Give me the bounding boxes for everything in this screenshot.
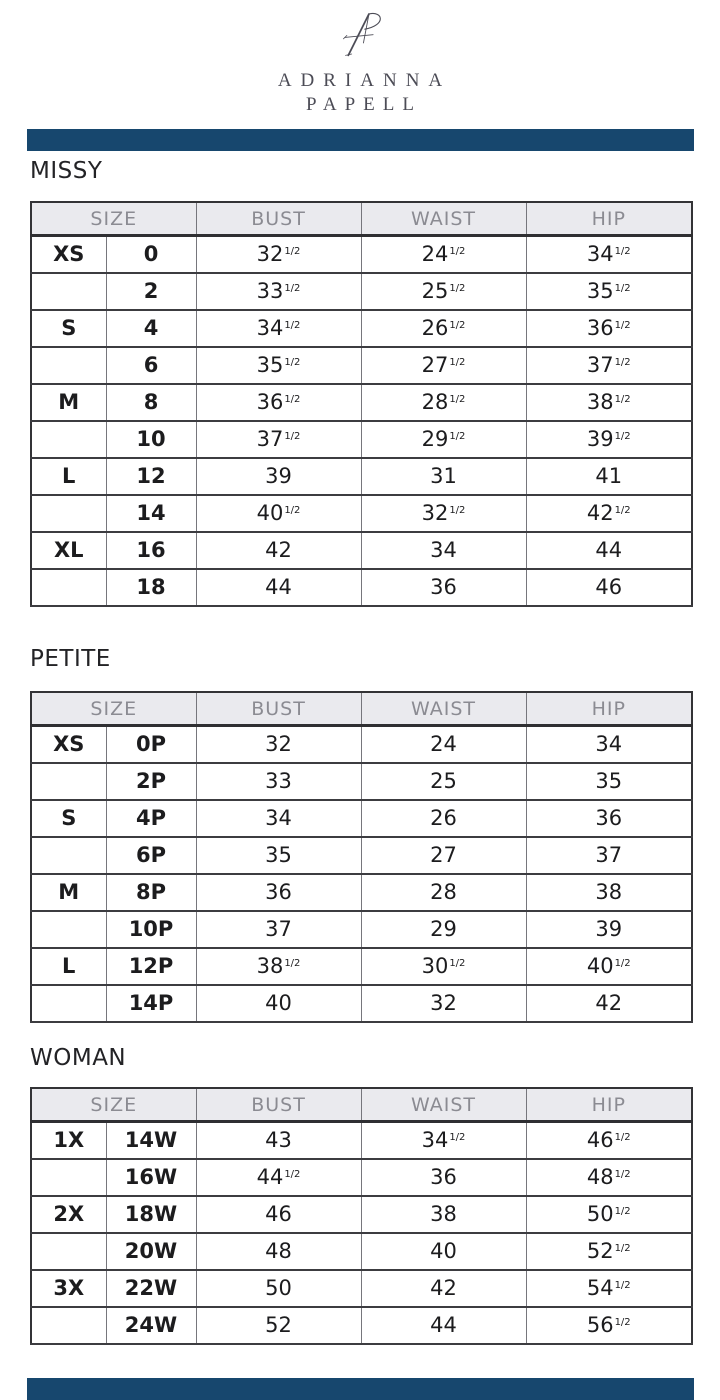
- table-row: [31, 1122, 692, 1160]
- size-cell: 10P: [106, 911, 196, 948]
- size-cell: 0: [106, 236, 196, 274]
- waist-column-header: WAIST: [361, 202, 526, 236]
- brand-name-line1: ADRIANNA: [277, 70, 452, 91]
- bust-cell: 32: [196, 726, 361, 764]
- size-cell: 16W: [106, 1159, 196, 1196]
- half-fraction: 1/2: [614, 431, 631, 442]
- half-fraction: 1/2: [449, 958, 466, 969]
- half-fraction: 1/2: [449, 394, 466, 405]
- petite-section-title: PETITE: [30, 646, 111, 672]
- half-fraction: 1/2: [614, 1169, 631, 1180]
- waist-cell: $29^{1/2}$: [361, 421, 526, 458]
- bust-cell: 33: [196, 763, 361, 800]
- size-cell: 18: [106, 569, 196, 606]
- size-cell: 4P: [106, 800, 196, 837]
- size-group-cell: [31, 347, 106, 384]
- table-row: [31, 1159, 692, 1196]
- hip-cell: 44: [526, 532, 692, 569]
- table-row: [31, 1270, 692, 1307]
- size-group-cell: 3X: [31, 1270, 106, 1307]
- size-cell: 24W: [106, 1307, 196, 1344]
- waist-cell: $25^{1/2}$: [361, 273, 526, 310]
- size-group-cell: [31, 763, 106, 800]
- hip-cell: 35: [526, 763, 692, 800]
- size-cell: 14P: [106, 985, 196, 1022]
- size-group-cell: [31, 569, 106, 606]
- table-row: [31, 763, 692, 800]
- bust-column-header: BUST: [196, 202, 361, 236]
- hip-cell: $38^{1/2}$: [526, 384, 692, 421]
- half-fraction: 1/2: [284, 246, 301, 257]
- table-row: [31, 874, 692, 911]
- table-row: [31, 911, 692, 948]
- half-fraction: 1/2: [614, 283, 631, 294]
- waist-cell: 28: [361, 874, 526, 911]
- hip-cell: $34^{1/2}$: [526, 236, 692, 274]
- half-fraction: 1/2: [449, 246, 466, 257]
- bust-cell: $37^{1/2}$: [196, 421, 361, 458]
- bottom-divider-bar: [27, 1378, 694, 1400]
- table-row: [31, 1307, 692, 1344]
- hip-cell: 41: [526, 458, 692, 495]
- waist-cell: $32^{1/2}$: [361, 495, 526, 532]
- size-cell: 14: [106, 495, 196, 532]
- half-fraction: 1/2: [614, 505, 631, 516]
- bust-cell: $38^{1/2}$: [196, 948, 361, 985]
- half-fraction: 1/2: [449, 1132, 466, 1143]
- half-fraction: 1/2: [284, 394, 301, 405]
- hip-cell: 42: [526, 985, 692, 1022]
- waist-cell: 36: [361, 569, 526, 606]
- header-row: [31, 1088, 692, 1122]
- hip-column-header: HIP: [526, 1088, 692, 1122]
- table-row: [31, 569, 692, 606]
- half-fraction: 1/2: [449, 431, 466, 442]
- size-group-cell: L: [31, 948, 106, 985]
- hip-cell: $39^{1/2}$: [526, 421, 692, 458]
- petite-size-table: [30, 691, 693, 1023]
- table-row: [31, 384, 692, 421]
- waist-column-header: WAIST: [361, 1088, 526, 1122]
- size-group-cell: M: [31, 384, 106, 421]
- hip-cell: $40^{1/2}$: [526, 948, 692, 985]
- size-group-cell: [31, 985, 106, 1022]
- hip-cell: 46: [526, 569, 692, 606]
- bust-column-header: BUST: [196, 1088, 361, 1122]
- table-row: [31, 236, 692, 274]
- brand-header: [0, 0, 720, 115]
- header-row: [31, 692, 692, 726]
- bust-cell: 48: [196, 1233, 361, 1270]
- waist-cell: $34^{1/2}$: [361, 1122, 526, 1160]
- half-fraction: 1/2: [614, 1317, 631, 1328]
- brand-name-line2: PAPELL: [306, 94, 422, 115]
- section-woman: [0, 1046, 720, 1345]
- bust-cell: 44: [196, 569, 361, 606]
- bust-cell: $36^{1/2}$: [196, 384, 361, 421]
- bust-cell: $35^{1/2}$: [196, 347, 361, 384]
- size-cell: 14W: [106, 1122, 196, 1160]
- table-row: [31, 726, 692, 764]
- half-fraction: 1/2: [614, 1280, 631, 1291]
- size-group-cell: [31, 837, 106, 874]
- size-cell: 12P: [106, 948, 196, 985]
- size-group-cell: [31, 1233, 106, 1270]
- half-fraction: 1/2: [614, 394, 631, 405]
- size-cell: 2P: [106, 763, 196, 800]
- table-row: [31, 273, 692, 310]
- waist-cell: 42: [361, 1270, 526, 1307]
- hip-cell: $37^{1/2}$: [526, 347, 692, 384]
- size-cell: 12: [106, 458, 196, 495]
- section-missy: [0, 159, 720, 607]
- hip-cell: $56^{1/2}$: [526, 1307, 692, 1344]
- waist-cell: 24: [361, 726, 526, 764]
- size-group-cell: 2X: [31, 1196, 106, 1233]
- half-fraction: 1/2: [284, 283, 301, 294]
- bust-cell: 42: [196, 532, 361, 569]
- table-row: [31, 421, 692, 458]
- size-cell: 16: [106, 532, 196, 569]
- half-fraction: 1/2: [449, 283, 466, 294]
- waist-cell: 36: [361, 1159, 526, 1196]
- waist-cell: $24^{1/2}$: [361, 236, 526, 274]
- size-cell: 6P: [106, 837, 196, 874]
- size-group-cell: XL: [31, 532, 106, 569]
- size-cell: 8: [106, 384, 196, 421]
- hip-cell: 34: [526, 726, 692, 764]
- woman-section-title: WOMAN: [30, 1045, 127, 1071]
- missy-size-table: [30, 201, 693, 607]
- bust-cell: $34^{1/2}$: [196, 310, 361, 347]
- half-fraction: 1/2: [284, 1169, 301, 1180]
- half-fraction: 1/2: [284, 357, 301, 368]
- half-fraction: 1/2: [614, 1243, 631, 1254]
- size-cell: 2: [106, 273, 196, 310]
- bust-cell: 35: [196, 837, 361, 874]
- size-cell: 8P: [106, 874, 196, 911]
- hip-cell: 39: [526, 911, 692, 948]
- table-row: [31, 1233, 692, 1270]
- size-group-cell: [31, 273, 106, 310]
- hip-cell: 38: [526, 874, 692, 911]
- waist-cell: 25: [361, 763, 526, 800]
- waist-cell: 29: [361, 911, 526, 948]
- half-fraction: 1/2: [284, 431, 301, 442]
- hip-cell: $48^{1/2}$: [526, 1159, 692, 1196]
- size-group-cell: 1X: [31, 1122, 106, 1160]
- bust-cell: $44^{1/2}$: [196, 1159, 361, 1196]
- bust-cell: $40^{1/2}$: [196, 495, 361, 532]
- size-group-cell: S: [31, 310, 106, 347]
- table-row: [31, 948, 692, 985]
- bust-cell: $32^{1/2}$: [196, 236, 361, 274]
- ap-monogram-icon: [329, 6, 391, 62]
- hip-column-header: HIP: [526, 202, 692, 236]
- hip-cell: 36: [526, 800, 692, 837]
- bust-cell: 37: [196, 911, 361, 948]
- size-group-cell: L: [31, 458, 106, 495]
- size-group-cell: [31, 911, 106, 948]
- size-group-cell: [31, 1159, 106, 1196]
- waist-cell: $30^{1/2}$: [361, 948, 526, 985]
- waist-cell: $26^{1/2}$: [361, 310, 526, 347]
- table-row: [31, 458, 692, 495]
- half-fraction: 1/2: [614, 1206, 631, 1217]
- size-group-cell: M: [31, 874, 106, 911]
- table-row: [31, 1196, 692, 1233]
- top-divider-bar: [27, 129, 694, 151]
- half-fraction: 1/2: [284, 505, 301, 516]
- bust-cell: 52: [196, 1307, 361, 1344]
- waist-cell: 26: [361, 800, 526, 837]
- size-group-cell: [31, 421, 106, 458]
- size-column-header: SIZE: [31, 202, 196, 236]
- size-group-cell: XS: [31, 236, 106, 274]
- half-fraction: 1/2: [449, 320, 466, 331]
- bust-cell: 46: [196, 1196, 361, 1233]
- bust-cell: 36: [196, 874, 361, 911]
- table-row: [31, 800, 692, 837]
- hip-cell: $50^{1/2}$: [526, 1196, 692, 1233]
- section-petite: [0, 647, 720, 1023]
- table-row: [31, 837, 692, 874]
- size-column-header: SIZE: [31, 1088, 196, 1122]
- missy-section-title: MISSY: [30, 158, 103, 184]
- table-row: [31, 310, 692, 347]
- size-column-header: SIZE: [31, 692, 196, 726]
- waist-cell: $28^{1/2}$: [361, 384, 526, 421]
- half-fraction: 1/2: [284, 958, 301, 969]
- bust-column-header: BUST: [196, 692, 361, 726]
- size-cell: 6: [106, 347, 196, 384]
- size-group-cell: S: [31, 800, 106, 837]
- half-fraction: 1/2: [614, 320, 631, 331]
- waist-cell: 40: [361, 1233, 526, 1270]
- bust-cell: 43: [196, 1122, 361, 1160]
- hip-cell: $35^{1/2}$: [526, 273, 692, 310]
- half-fraction: 1/2: [614, 246, 631, 257]
- waist-cell: 27: [361, 837, 526, 874]
- bust-cell: 50: [196, 1270, 361, 1307]
- hip-cell: $46^{1/2}$: [526, 1122, 692, 1160]
- hip-cell: $42^{1/2}$: [526, 495, 692, 532]
- size-cell: 20W: [106, 1233, 196, 1270]
- waist-cell: 34: [361, 532, 526, 569]
- waist-column-header: WAIST: [361, 692, 526, 726]
- size-group-cell: [31, 495, 106, 532]
- size-group-cell: [31, 1307, 106, 1344]
- header-row: [31, 202, 692, 236]
- half-fraction: 1/2: [614, 1132, 631, 1143]
- bust-cell: 34: [196, 800, 361, 837]
- bust-cell: 40: [196, 985, 361, 1022]
- size-cell: 18W: [106, 1196, 196, 1233]
- waist-cell: $27^{1/2}$: [361, 347, 526, 384]
- waist-cell: 31: [361, 458, 526, 495]
- size-cell: 10: [106, 421, 196, 458]
- half-fraction: 1/2: [449, 357, 466, 368]
- waist-cell: 38: [361, 1196, 526, 1233]
- woman-size-table: [30, 1087, 693, 1345]
- hip-cell: 37: [526, 837, 692, 874]
- size-cell: 22W: [106, 1270, 196, 1307]
- waist-cell: 44: [361, 1307, 526, 1344]
- half-fraction: 1/2: [284, 320, 301, 331]
- table-row: [31, 985, 692, 1022]
- table-row: [31, 532, 692, 569]
- half-fraction: 1/2: [449, 505, 466, 516]
- waist-cell: 32: [361, 985, 526, 1022]
- table-row: [31, 495, 692, 532]
- half-fraction: 1/2: [614, 958, 631, 969]
- hip-cell: $52^{1/2}$: [526, 1233, 692, 1270]
- hip-cell: $36^{1/2}$: [526, 310, 692, 347]
- bust-cell: 39: [196, 458, 361, 495]
- hip-cell: $54^{1/2}$: [526, 1270, 692, 1307]
- size-cell: 4: [106, 310, 196, 347]
- table-row: [31, 347, 692, 384]
- bust-cell: $33^{1/2}$: [196, 273, 361, 310]
- half-fraction: 1/2: [614, 357, 631, 368]
- hip-column-header: HIP: [526, 692, 692, 726]
- size-group-cell: XS: [31, 726, 106, 764]
- size-cell: 0P: [106, 726, 196, 764]
